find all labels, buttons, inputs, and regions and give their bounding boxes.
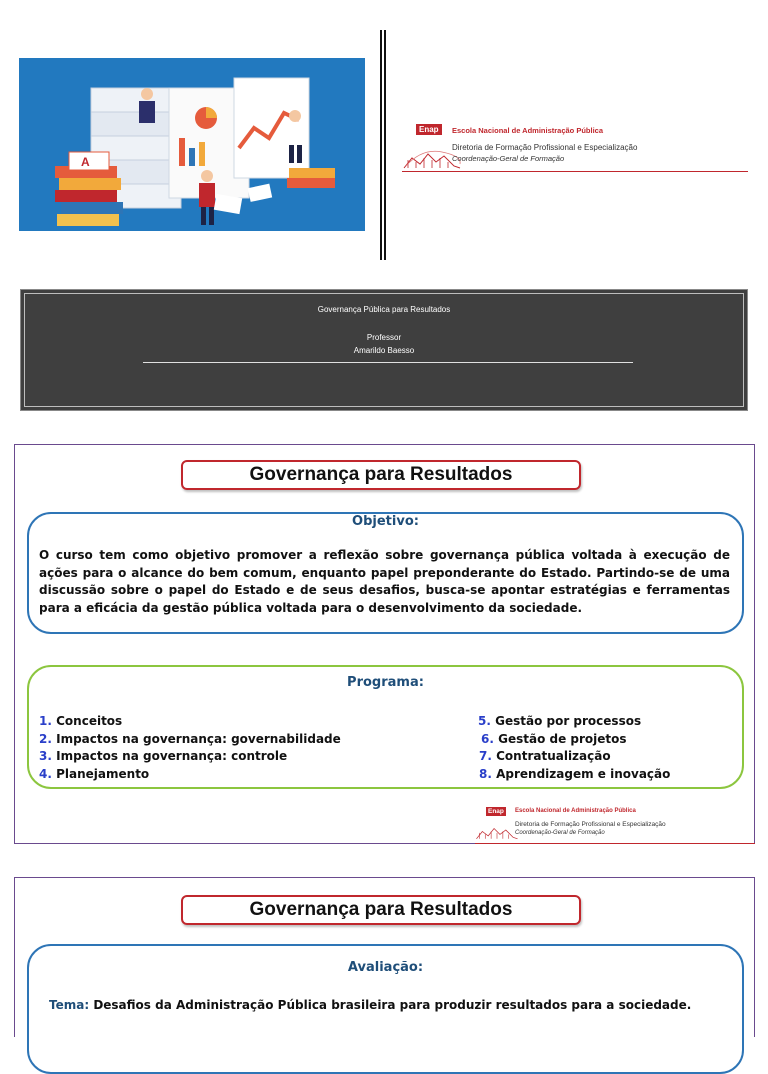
hero-illustration: [19, 58, 365, 231]
slide-objective-program: [14, 444, 755, 844]
program-item: 7. Contratualização: [479, 749, 611, 763]
enap-badge: Enap: [416, 124, 442, 135]
evaluation-heading: Avaliação:: [347, 960, 424, 975]
course-title: Governança Pública para Resultados: [317, 305, 451, 314]
enap-logo-small: [475, 807, 755, 845]
theme-text: Desafios da Administração Pública brasileira para produzir resultados para a sociedade.: [89, 998, 692, 1012]
objective-heading: Objetivo:: [352, 514, 419, 529]
vertical-divider: [380, 30, 382, 260]
evaluation-box: [27, 944, 744, 1074]
data-analysis-illustration-icon: [19, 58, 365, 231]
program-heading: Programa:: [347, 675, 424, 690]
professor-label: Professor: [366, 333, 402, 342]
course-title-inner-border: [24, 293, 744, 407]
slide-title: Governança para Resultados: [181, 895, 581, 925]
enap-underline: [475, 843, 755, 844]
professor-name: Amarildo Baesso: [353, 346, 415, 355]
program-item: 4. Planejamento: [39, 766, 150, 781]
enap-school-name: Escola Nacional de Administração Pública: [515, 808, 636, 814]
program-box: [27, 665, 744, 789]
title-underline: [143, 362, 633, 363]
program-item: 5. Gestão por processos: [478, 714, 642, 728]
svg-text:A: A: [81, 155, 90, 169]
slide-evaluation: [14, 877, 755, 1037]
course-title-box: [20, 289, 748, 411]
program-item: 2. Impactos na governança: governabilidade: [39, 731, 341, 746]
evaluation-theme: [49, 998, 691, 1012]
enap-coordination: Coordenação-Geral de Formação: [452, 154, 565, 163]
program-list-right: [478, 713, 670, 783]
enap-badge: Enap: [488, 808, 504, 815]
slide-title: Governança para Resultados: [181, 460, 581, 490]
enap-coordination: Coordenação-Geral de Formação: [515, 830, 605, 836]
enap-logo: [402, 124, 752, 174]
enap-school-name: Escola Nacional de Administração Pública: [452, 126, 604, 135]
vertical-divider: [384, 30, 386, 260]
objective-box: [27, 512, 744, 634]
objective-text: O curso tem como objetivo promover a reflexão sobre governança pública voltada à execução de ações para o alcance do bem comum, enquanto papel preponderante do Estado. Partindo-se de uma discussão sobre o papel do Estado e de seus desafios, busca-se apontar estratégias e ferramentas para a eficácia da gestão pública voltada para o desenvolvimento da sociedade.: [39, 548, 730, 615]
enap-directorate: Diretoria de Formação Profissional e Especialização: [452, 143, 638, 152]
theme-label: Tema:: [49, 998, 90, 1012]
enap-directorate: Diretoria de Formação Profissional e Especialização: [515, 821, 666, 828]
program-list-left: [39, 713, 341, 783]
program-item: 3. Impactos na governança: controle: [39, 749, 288, 763]
program-item: 1. Conceitos: [39, 714, 123, 728]
enap-underline: [402, 171, 748, 172]
program-item: 6. Gestão de projetos: [481, 731, 627, 746]
program-item: 8. Aprendizagem e inovação: [479, 766, 671, 781]
building-sketch-icon: [475, 819, 519, 841]
